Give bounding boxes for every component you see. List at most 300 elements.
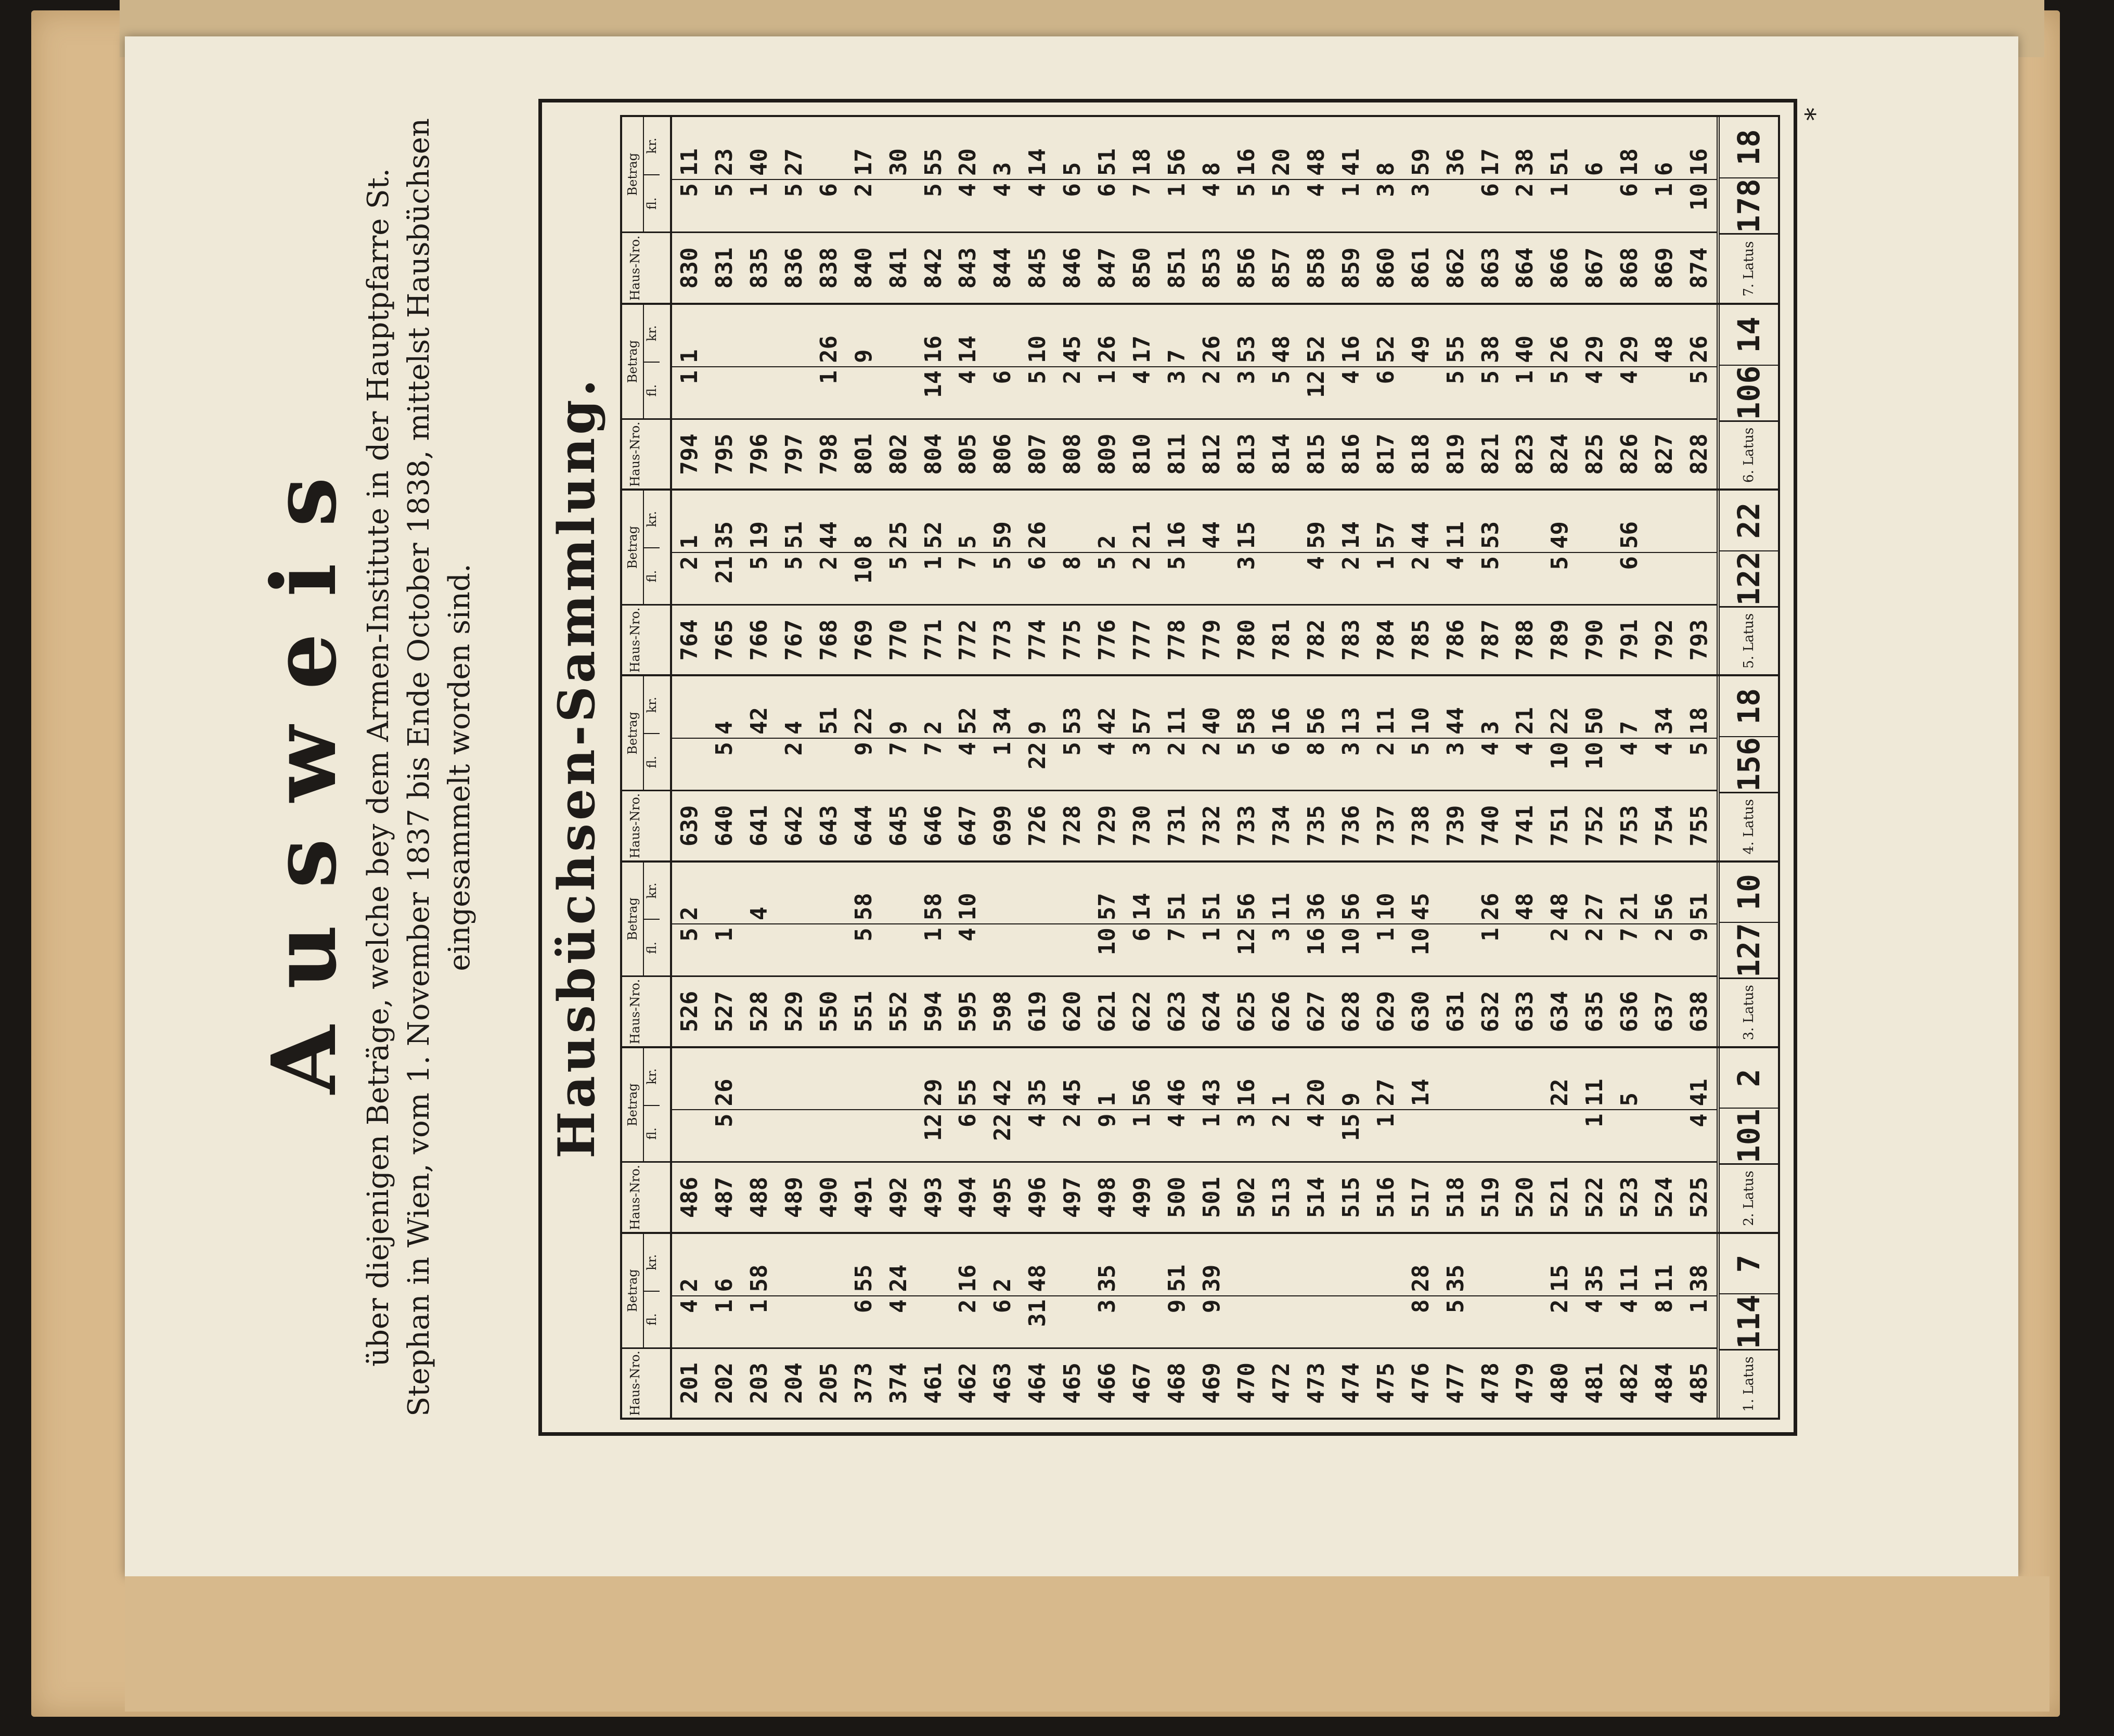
table-row <box>1125 491 1159 674</box>
fl-cell: 10 <box>1682 179 1717 232</box>
fl-cell: 6 <box>1369 366 1403 418</box>
table-row <box>846 1234 881 1418</box>
table-row <box>1403 676 1438 860</box>
table-row <box>1125 1048 1159 1232</box>
table-row <box>1159 676 1194 860</box>
table-row <box>1682 305 1717 488</box>
house-no-cell: 640 <box>707 790 742 860</box>
fl-cell: 5 <box>1438 1295 1473 1347</box>
kr-cell: 1 <box>1094 1092 1121 1107</box>
house-no-cell: 864 <box>1508 232 1543 303</box>
fl-cell <box>1299 1295 1334 1347</box>
house-no-cell: 639 <box>672 790 707 860</box>
fl-cell: 4 <box>985 179 1020 232</box>
fl-cell <box>1055 1295 1090 1347</box>
header-fl: fl. <box>644 362 660 418</box>
kr-cell: 14 <box>1024 148 1051 176</box>
kr-cell: 25 <box>885 521 912 549</box>
block-rows <box>672 676 1717 860</box>
table-row <box>846 676 881 860</box>
house-no-cell: 776 <box>1090 604 1125 674</box>
header-kr: kr. <box>644 137 659 154</box>
fl-cell: 5 <box>1473 552 1508 604</box>
table-row <box>985 491 1020 674</box>
kr-cell <box>1055 1234 1090 1295</box>
kr-cell: 57 <box>1372 521 1399 549</box>
house-no-cell: 739 <box>1438 790 1473 860</box>
table-row <box>1647 863 1682 1046</box>
kr-cell: 4 <box>780 721 807 735</box>
table-row <box>1473 863 1508 1046</box>
kr-cell <box>742 305 777 366</box>
fl-cell: 7 <box>881 738 916 790</box>
fl-cell: 4 <box>951 366 986 418</box>
house-no-cell: 794 <box>672 418 707 488</box>
table-row <box>672 117 707 303</box>
table-row <box>707 117 742 303</box>
fl-cell: 4 <box>1299 179 1334 232</box>
fl-cell: 4 <box>1508 738 1543 790</box>
house-no-cell: 860 <box>1369 232 1403 303</box>
header-kr: kr. <box>644 882 659 899</box>
table-row <box>1264 863 1299 1046</box>
footnote-mark: * <box>1800 108 1830 121</box>
kr-cell: 21 <box>1512 707 1539 735</box>
fl-cell: 1 <box>1194 923 1229 975</box>
kr-cell <box>1508 1048 1543 1110</box>
house-no-cell: 598 <box>985 975 1020 1046</box>
house-no-cell: 374 <box>881 1347 916 1418</box>
fl-cell: 4 <box>1020 179 1055 232</box>
kr-cell: 56 <box>1616 521 1643 549</box>
fl-cell: 1 <box>1369 923 1403 975</box>
fl-cell: 5 <box>1055 738 1090 790</box>
kr-cell: 14 <box>1407 1078 1434 1107</box>
house-no-cell: 766 <box>742 604 777 674</box>
kr-cell: 46 <box>1164 1078 1191 1107</box>
house-no-cell: 625 <box>1229 975 1264 1046</box>
header-house-no: Haus-Nro. <box>622 1347 670 1418</box>
house-no-cell: 788 <box>1508 604 1543 674</box>
house-no-cell: 514 <box>1299 1162 1334 1232</box>
latus-kr: 7 <box>1731 1254 1767 1273</box>
fl-cell: 3 <box>1438 738 1473 790</box>
house-no-cell: 499 <box>1125 1162 1159 1232</box>
house-no-cell: 645 <box>881 790 916 860</box>
kr-cell: 23 <box>711 148 738 176</box>
table-row <box>951 863 986 1046</box>
header-house-no: Haus-Nro. <box>622 975 670 1046</box>
kr-cell: 53 <box>1059 707 1086 735</box>
header-units <box>644 305 660 418</box>
fl-cell: 8 <box>1055 552 1090 604</box>
fl-cell <box>707 366 742 418</box>
kr-cell: 16 <box>1337 335 1364 363</box>
kr-cell <box>1438 863 1473 924</box>
latus-label: 4. Latus <box>1720 792 1778 860</box>
table-row <box>1159 1048 1194 1232</box>
kr-cell <box>742 1048 777 1110</box>
latus-kr: 22 <box>1731 502 1767 539</box>
house-no-cell: 492 <box>881 1162 916 1232</box>
kr-cell: 1 <box>676 535 703 549</box>
fl-cell: 4 <box>881 1295 916 1347</box>
house-no-cell: 629 <box>1369 975 1403 1046</box>
fl-cell <box>1403 366 1438 418</box>
fl-cell <box>1577 179 1612 232</box>
header-kr: kr. <box>644 511 659 528</box>
kr-cell: 15 <box>1546 1264 1574 1292</box>
kr-cell: 58 <box>850 893 877 921</box>
house-no-cell: 529 <box>777 975 811 1046</box>
fl-cell: 1 <box>1473 923 1508 975</box>
table-row <box>1473 491 1508 674</box>
fl-cell: 4 <box>672 1295 707 1347</box>
house-no-cell: 843 <box>951 232 986 303</box>
table-row <box>1508 305 1543 488</box>
table-row <box>672 676 707 860</box>
house-no-cell: 527 <box>707 975 742 1046</box>
latus-total <box>1717 863 1778 1046</box>
table-row <box>672 863 707 1046</box>
table-row <box>1473 117 1508 303</box>
kr-cell: 6 <box>1651 162 1678 176</box>
house-no-cell: 462 <box>951 1347 986 1418</box>
latus-fl: 127 <box>1720 922 1778 978</box>
kr-cell: 48 <box>1303 148 1330 176</box>
house-no-cell: 469 <box>1194 1347 1229 1418</box>
table-row <box>742 117 777 303</box>
table-row <box>1264 1234 1299 1418</box>
fl-cell <box>846 1109 881 1161</box>
fl-cell: 9 <box>846 738 881 790</box>
kr-cell: 34 <box>1651 707 1678 735</box>
kr-cell: 52 <box>955 707 982 735</box>
house-no-cell: 789 <box>1542 604 1577 674</box>
house-no-cell: 486 <box>672 1162 707 1232</box>
fl-cell: 5 <box>881 552 916 604</box>
house-no-cell: 784 <box>1369 604 1403 674</box>
table-row <box>846 1048 881 1232</box>
kr-cell: 7 <box>1616 721 1643 735</box>
table-row <box>672 1234 707 1418</box>
house-no-cell: 847 <box>1090 232 1125 303</box>
collection-table <box>620 115 1780 1420</box>
fl-cell: 6 <box>1473 179 1508 232</box>
table-row <box>881 117 916 303</box>
block-rows <box>672 1234 1717 1418</box>
table-row <box>1577 1048 1612 1232</box>
kr-cell: 5 <box>955 535 982 549</box>
house-no-cell: 485 <box>1682 1347 1717 1418</box>
house-no-cell: 795 <box>707 418 742 488</box>
house-no-cell: 836 <box>777 232 811 303</box>
table-row <box>1647 117 1682 303</box>
table-row <box>1125 676 1159 860</box>
kr-cell: 6 <box>1581 162 1608 176</box>
kr-cell: 51 <box>1094 148 1121 176</box>
house-no-cell: 846 <box>1055 232 1090 303</box>
kr-cell: 22 <box>1546 1078 1574 1107</box>
kr-cell: 40 <box>1198 707 1226 735</box>
fl-cell: 2 <box>1369 738 1403 790</box>
kr-cell: 14 <box>1337 521 1364 549</box>
kr-cell: 2 <box>989 1278 1016 1292</box>
table-row <box>1577 1234 1612 1418</box>
fl-cell: 5 <box>672 179 707 232</box>
table-block <box>622 303 1778 488</box>
fl-cell: 2 <box>1264 1109 1299 1161</box>
table-row <box>985 1234 1020 1418</box>
kr-cell: 13 <box>1337 707 1364 735</box>
kr-cell <box>707 305 742 366</box>
kr-cell: 8 <box>850 535 877 549</box>
kr-cell: 16 <box>1686 148 1713 176</box>
fl-cell <box>1542 1109 1577 1161</box>
kr-cell <box>1647 1048 1682 1110</box>
fl-cell <box>1647 552 1682 604</box>
fl-cell: 4 <box>1194 179 1229 232</box>
table-row <box>1194 1234 1229 1418</box>
fl-cell: 8 <box>1403 1295 1438 1347</box>
document-title: Ausweis <box>252 441 356 1094</box>
table-row <box>1299 676 1334 860</box>
house-no-cell: 841 <box>881 232 916 303</box>
header-amount-group <box>622 491 670 604</box>
header-kr: kr. <box>644 697 659 713</box>
fl-cell: 4 <box>1473 738 1508 790</box>
table-row <box>1612 117 1647 303</box>
fl-cell: 10 <box>846 552 881 604</box>
house-no-cell: 844 <box>985 232 1020 303</box>
kr-cell: 10 <box>955 893 982 921</box>
fl-cell: 6 <box>1612 552 1647 604</box>
house-no-cell: 787 <box>1473 604 1508 674</box>
block-header <box>622 676 672 860</box>
block-header <box>622 117 672 303</box>
house-no-cell: 642 <box>777 790 811 860</box>
fl-cell <box>811 923 846 975</box>
house-no-cell: 796 <box>742 418 777 488</box>
latus-label: 7. Latus <box>1720 233 1778 303</box>
fl-cell <box>672 1109 707 1161</box>
fl-cell: 1 <box>1334 179 1369 232</box>
house-no-cell: 521 <box>1542 1162 1577 1232</box>
house-no-cell: 754 <box>1647 790 1682 860</box>
table-row <box>707 676 742 860</box>
fl-cell: 5 <box>1264 366 1299 418</box>
house-no-cell: 635 <box>1577 975 1612 1046</box>
kr-cell: 16 <box>1233 148 1260 176</box>
fl-cell: 3 <box>1403 179 1438 232</box>
latus-fl: 156 <box>1720 736 1778 792</box>
table-row <box>1682 491 1717 674</box>
house-no-cell: 475 <box>1369 1347 1403 1418</box>
kr-cell: 11 <box>1268 893 1295 921</box>
kr-cell: 45 <box>1059 1078 1086 1107</box>
table-row <box>1612 305 1647 488</box>
fl-cell: 6 <box>1055 179 1090 232</box>
house-no-cell: 740 <box>1473 790 1508 860</box>
table-row <box>1369 491 1403 674</box>
house-no-cell: 806 <box>985 418 1020 488</box>
fl-cell: 5 <box>1020 366 1055 418</box>
table-row <box>985 305 1020 488</box>
table-row <box>1403 117 1438 303</box>
fl-cell <box>881 923 916 975</box>
fl-cell <box>1682 552 1717 604</box>
house-no-cell: 845 <box>1020 232 1055 303</box>
table-row <box>881 863 916 1046</box>
kr-cell <box>1229 1234 1264 1295</box>
house-no-cell: 513 <box>1264 1162 1299 1232</box>
table-row <box>1125 305 1159 488</box>
header-house-no: Haus-Nro. <box>622 232 670 303</box>
kr-cell: 55 <box>850 1264 877 1292</box>
kr-cell: 55 <box>1442 335 1469 363</box>
table-row <box>1473 1048 1508 1232</box>
fl-cell <box>742 738 777 790</box>
fl-cell: 2 <box>1334 552 1369 604</box>
fl-cell: 8 <box>1647 1295 1682 1347</box>
kr-cell: 58 <box>745 1264 772 1292</box>
table-row <box>1299 1234 1334 1418</box>
fl-cell: 5 <box>742 552 777 604</box>
kr-cell: 41 <box>1337 148 1364 176</box>
kr-cell <box>881 1048 916 1110</box>
house-no-cell: 823 <box>1508 418 1543 488</box>
table-row <box>777 1048 811 1232</box>
block-header <box>622 863 672 1046</box>
fl-cell: 2 <box>1403 552 1438 604</box>
house-no-cell: 752 <box>1577 790 1612 860</box>
latus-total <box>1717 117 1778 303</box>
table-row <box>1403 1234 1438 1418</box>
kr-cell: 41 <box>1686 1078 1713 1107</box>
table-row <box>1438 676 1473 860</box>
table-row <box>1055 117 1090 303</box>
fl-cell <box>881 179 916 232</box>
document-subtitle: über diejenigen Beträge, welche bey dem Armen-Institute in der Hauptpfarre St. Stephan in Wien, vom 1. November 1837 bis Ende October 1838, mittelst Hausbüchsen eingesammelt worden sind. <box>362 118 476 1417</box>
fl-cell: 6 <box>1090 179 1125 232</box>
fl-cell: 8 <box>1299 738 1334 790</box>
house-no-cell: 472 <box>1264 1347 1299 1418</box>
fl-cell <box>1577 552 1612 604</box>
kr-cell: 11 <box>1442 521 1469 549</box>
fl-cell: 4 <box>1299 552 1334 604</box>
fl-cell: 1 <box>672 366 707 418</box>
house-no-cell: 731 <box>1159 790 1194 860</box>
table-row <box>1403 491 1438 674</box>
table-row <box>916 676 951 860</box>
fl-cell: 5 <box>1229 179 1264 232</box>
table-block <box>622 1232 1778 1418</box>
table-row <box>1299 491 1334 674</box>
kr-cell: 18 <box>1686 707 1713 735</box>
table-row <box>916 1048 951 1232</box>
kr-cell: 44 <box>1407 521 1434 549</box>
table-row <box>1159 1234 1194 1418</box>
latus-total <box>1717 676 1778 860</box>
kr-cell: 39 <box>1198 1264 1226 1292</box>
house-no-cell: 644 <box>846 790 881 860</box>
block-rows <box>672 491 1717 674</box>
fl-cell: 2 <box>1647 923 1682 975</box>
house-no-cell: 498 <box>1090 1162 1125 1232</box>
fl-cell: 4 <box>1612 738 1647 790</box>
kr-cell: 2 <box>1094 535 1121 549</box>
fl-cell: 10 <box>1090 923 1125 975</box>
kr-cell: 4 <box>745 906 772 921</box>
kr-cell: 44 <box>1442 707 1469 735</box>
kr-cell: 48 <box>1651 335 1678 363</box>
house-no-cell: 594 <box>916 975 951 1046</box>
kr-cell: 35 <box>1442 1264 1469 1292</box>
table-row <box>1542 1048 1577 1232</box>
house-no-cell: 477 <box>1438 1347 1473 1418</box>
house-no-cell: 813 <box>1229 418 1264 488</box>
house-no-cell: 736 <box>1334 790 1369 860</box>
kr-cell: 24 <box>885 1264 912 1292</box>
kr-cell: 36 <box>1442 148 1469 176</box>
fl-cell <box>1647 366 1682 418</box>
fl-cell: 22 <box>985 1109 1020 1161</box>
table-row <box>1508 676 1543 860</box>
fl-cell: 4 <box>1125 366 1159 418</box>
house-no-cell: 830 <box>672 232 707 303</box>
table-row <box>1682 1048 1717 1232</box>
house-no-cell: 489 <box>777 1162 811 1232</box>
house-no-cell: 857 <box>1264 232 1299 303</box>
table-row <box>1125 863 1159 1046</box>
kr-cell: 1 <box>1268 1092 1295 1107</box>
fl-cell: 7 <box>1125 179 1159 232</box>
table-row <box>1508 863 1543 1046</box>
kr-cell: 26 <box>1546 335 1574 363</box>
latus-label: 3. Latus <box>1720 978 1778 1046</box>
kr-cell: 26 <box>1686 335 1713 363</box>
house-no-cell: 859 <box>1334 232 1369 303</box>
kr-cell: 11 <box>676 148 703 176</box>
kr-cell: 9 <box>885 721 912 735</box>
table-row <box>1508 491 1543 674</box>
fl-cell: 6 <box>985 366 1020 418</box>
header-fl: fl. <box>644 1291 660 1347</box>
table-row <box>1577 305 1612 488</box>
table-row <box>1194 676 1229 860</box>
table-row <box>1020 863 1055 1046</box>
fl-cell <box>1229 1295 1264 1347</box>
kr-cell: 42 <box>745 707 772 735</box>
kr-cell: 29 <box>1581 335 1608 363</box>
fl-cell: 5 <box>1682 366 1717 418</box>
header-fl: fl. <box>644 733 660 790</box>
fl-cell: 9 <box>1682 923 1717 975</box>
table-row <box>1020 676 1055 860</box>
table-row <box>1194 491 1229 674</box>
house-no-cell: 734 <box>1264 790 1299 860</box>
fl-cell: 5 <box>707 738 742 790</box>
header-units <box>644 1234 660 1347</box>
house-no-cell: 474 <box>1334 1347 1369 1418</box>
fl-cell <box>881 366 916 418</box>
table-row <box>1473 305 1508 488</box>
house-no-cell: 490 <box>811 1162 846 1232</box>
table-row <box>1299 863 1334 1046</box>
fl-cell: 7 <box>1612 923 1647 975</box>
fl-cell <box>881 1109 916 1161</box>
kr-cell: 21 <box>1616 893 1643 921</box>
